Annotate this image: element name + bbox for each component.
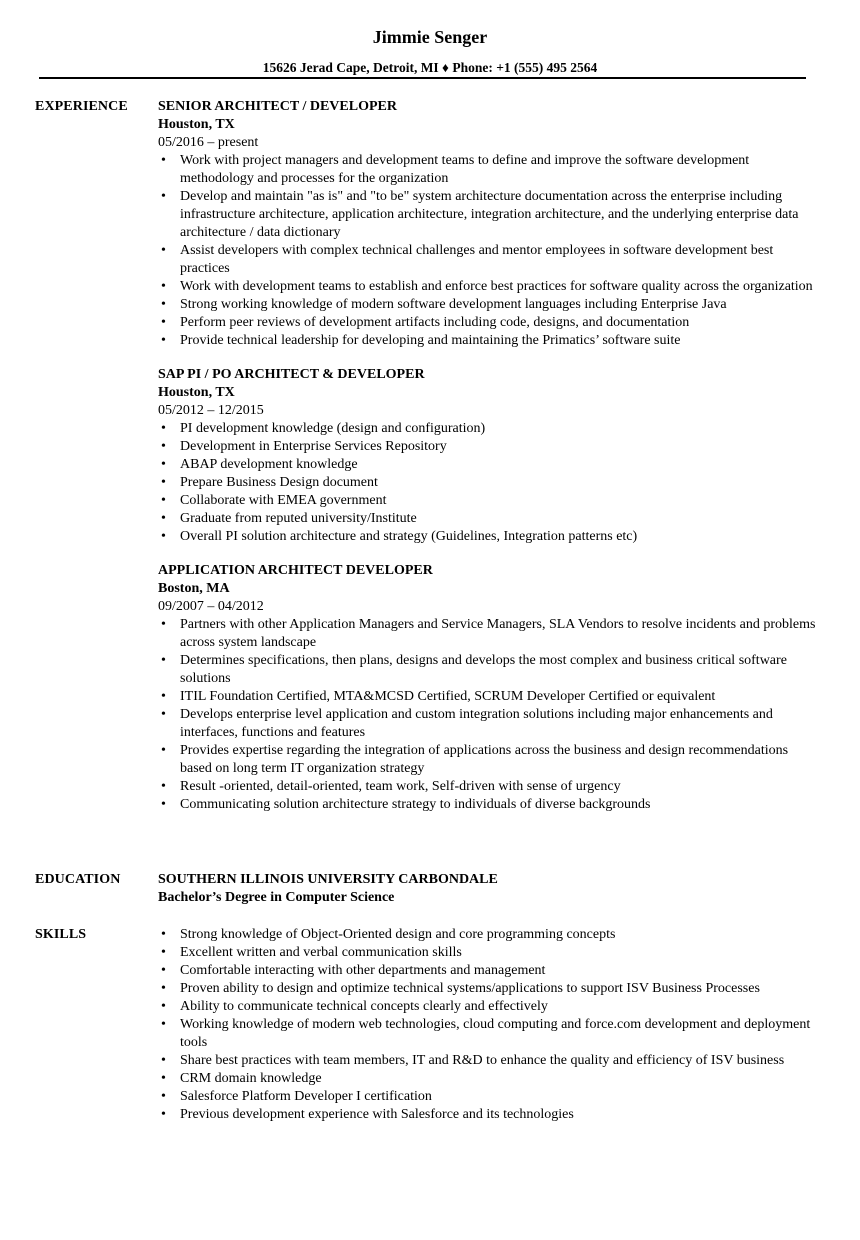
job-bullets [158, 420, 818, 546]
bullet-icon: • [161, 421, 166, 436]
skill-item [158, 1052, 818, 1070]
bullet-item [158, 528, 818, 546]
bullet-text: Graduate from reputed university/Institute [180, 511, 417, 526]
school-name: SOUTHERN ILLINOIS UNIVERSITY CARBONDALE [158, 872, 498, 887]
bullet-text: Develop and maintain "as is" and "to be" system architecture documentation across the enterprise including infrastructure architecture, application architecture, integration architecture, and the underlying enterprise data architecture / data dictionary [180, 189, 799, 240]
bullet-item [158, 242, 818, 278]
bullet-icon: • [161, 689, 166, 704]
bullet-icon: • [161, 297, 166, 312]
bullet-item [158, 152, 818, 188]
job-entry [158, 562, 818, 814]
bullet-item [158, 314, 818, 332]
skill-text: Strong knowledge of Object-Oriented design and core programming concepts [180, 927, 616, 942]
skill-item [158, 998, 818, 1016]
bullet-icon: • [161, 945, 166, 960]
bullet-text: Communicating solution architecture strategy to individuals of diverse backgrounds [180, 797, 651, 812]
skill-text: Working knowledge of modern web technologies, cloud computing and force.com development and deployment tools [180, 1017, 811, 1050]
bullet-icon: • [161, 617, 166, 632]
bullet-text: Develops enterprise level application and custom integration solutions including major enhancements and interfaces, functions and features [180, 707, 773, 740]
skill-item [158, 962, 818, 980]
bullet-icon: • [161, 1089, 166, 1104]
skills-list [158, 926, 818, 1124]
bullet-item [158, 420, 818, 438]
degree: Bachelor’s Degree in Computer Science [158, 890, 395, 905]
bullet-icon: • [161, 981, 166, 996]
bullet-item [158, 456, 818, 474]
bullet-icon: • [161, 457, 166, 472]
bullet-icon: • [161, 927, 166, 942]
skill-text: Previous development experience with Salesforce and its technologies [180, 1107, 574, 1122]
skill-text: Salesforce Platform Developer I certification [180, 1089, 432, 1104]
skill-text: CRM domain knowledge [180, 1071, 322, 1086]
bullet-text: Provide technical leadership for developing and maintaining the Primatics’ software suite [180, 333, 681, 348]
skills-heading: SKILLS [35, 927, 87, 942]
job-location: Houston, TX [158, 385, 235, 400]
bullet-icon: • [161, 797, 166, 812]
bullet-text: Overall PI solution architecture and strategy (Guidelines, Integration patterns etc) [180, 529, 638, 544]
education-heading: EDUCATION [35, 872, 121, 887]
bullet-item [158, 474, 818, 492]
skill-item [158, 1106, 818, 1124]
job-title: SENIOR ARCHITECT / DEVELOPER [158, 99, 397, 114]
bullet-item [158, 652, 818, 688]
bullet-text: Collaborate with EMEA government [180, 493, 387, 508]
bullet-icon: • [161, 189, 166, 204]
bullet-icon: • [161, 439, 166, 454]
bullet-item [158, 332, 818, 350]
skill-text: Comfortable interacting with other departments and management [180, 963, 546, 978]
bullet-text: Prepare Business Design document [180, 475, 378, 490]
bullet-icon: • [161, 511, 166, 526]
skill-text: Share best practices with team members, IT and R&D to enhance the quality and efficiency of ISV business [180, 1053, 785, 1068]
skill-item [158, 944, 818, 962]
bullet-item [158, 796, 818, 814]
contact-line: 15626 Jerad Cape, Detroit, MI ♦ Phone: +1 (555) 495 2564 [262, 60, 598, 75]
job-title: APPLICATION ARCHITECT DEVELOPER [158, 563, 433, 578]
job-bullets [158, 616, 818, 814]
bullet-icon: • [161, 779, 166, 794]
bullet-text: Partners with other Application Managers and Service Managers, SLA Vendors to resolve incidents and problems across system landscape [180, 617, 816, 650]
job-bullets [158, 152, 818, 350]
job-dates: 05/2016 – present [158, 135, 259, 150]
bullet-item [158, 778, 818, 796]
bullet-icon: • [161, 999, 166, 1014]
bullet-icon: • [161, 1017, 166, 1032]
bullet-icon: • [161, 243, 166, 258]
bullet-icon: • [161, 529, 166, 544]
bullet-icon: • [161, 1053, 166, 1068]
bullet-text: Determines specifications, then plans, designs and develops the most complex and business critical software solutions [180, 653, 787, 686]
education-entry [158, 871, 818, 907]
bullet-item [158, 278, 818, 296]
bullet-icon: • [161, 653, 166, 668]
job-entry [158, 98, 818, 350]
bullet-text: Work with development teams to establish and enforce best practices for software quality across the organization [180, 279, 813, 294]
bullet-icon: • [161, 475, 166, 490]
bullet-text: Assist developers with complex technical challenges and mentor employees in software development best practices [180, 243, 774, 276]
bullet-icon: • [161, 333, 166, 348]
experience-heading: EXPERIENCE [35, 99, 128, 114]
experience-list [158, 98, 818, 830]
job-title: SAP PI / PO ARCHITECT & DEVELOPER [158, 367, 425, 382]
bullet-icon: • [161, 1107, 166, 1122]
bullet-text: ITIL Foundation Certified, MTA&MCSD Certified, SCRUM Developer Certified or equivalent [180, 689, 716, 704]
bullet-icon: • [161, 493, 166, 508]
bullet-icon: • [161, 1071, 166, 1086]
skill-item [158, 1016, 818, 1052]
bullet-item [158, 296, 818, 314]
bullet-text: PI development knowledge (design and configuration) [180, 421, 486, 436]
skill-item [158, 926, 818, 944]
job-dates: 09/2007 – 04/2012 [158, 599, 264, 614]
bullet-icon: • [161, 963, 166, 978]
bullet-item [158, 616, 818, 652]
bullet-item [158, 438, 818, 456]
bullet-item [158, 510, 818, 528]
header-divider [39, 77, 806, 79]
job-dates: 05/2012 – 12/2015 [158, 403, 264, 418]
bullet-icon: • [161, 153, 166, 168]
bullet-text: Strong working knowledge of modern software development languages including Enterprise Java [180, 297, 727, 312]
resume-name: Jimmie Senger [372, 27, 488, 47]
job-location: Boston, MA [158, 581, 230, 596]
skill-text: Ability to communicate technical concepts clearly and effectively [180, 999, 548, 1014]
bullet-icon: • [161, 743, 166, 758]
bullet-item [158, 706, 818, 742]
skill-text: Proven ability to design and optimize technical systems/applications to support ISV Business Processes [180, 981, 760, 996]
skill-item [158, 1088, 818, 1106]
bullet-icon: • [161, 707, 166, 722]
job-location: Houston, TX [158, 117, 235, 132]
bullet-item [158, 492, 818, 510]
skills-bullets [158, 926, 818, 1124]
bullet-item [158, 742, 818, 778]
job-entry [158, 366, 818, 546]
bullet-item [158, 688, 818, 706]
bullet-text: Work with project managers and development teams to define and improve the software development methodology and processes for the organization [180, 153, 750, 186]
skill-text: Excellent written and verbal communication skills [180, 945, 462, 960]
bullet-item [158, 188, 818, 242]
bullet-icon: • [161, 315, 166, 330]
bullet-text: ABAP development knowledge [180, 457, 358, 472]
skill-item [158, 1070, 818, 1088]
bullet-text: Development in Enterprise Services Repository [180, 439, 447, 454]
skill-item [158, 980, 818, 998]
bullet-text: Provides expertise regarding the integration of applications across the business and design recommendations based on long term IT organization strategy [180, 743, 789, 776]
bullet-text: Result -oriented, detail-oriented, team work, Self-driven with sense of urgency [180, 779, 621, 794]
bullet-text: Perform peer reviews of development artifacts including code, designs, and documentation [180, 315, 690, 330]
bullet-icon: • [161, 279, 166, 294]
